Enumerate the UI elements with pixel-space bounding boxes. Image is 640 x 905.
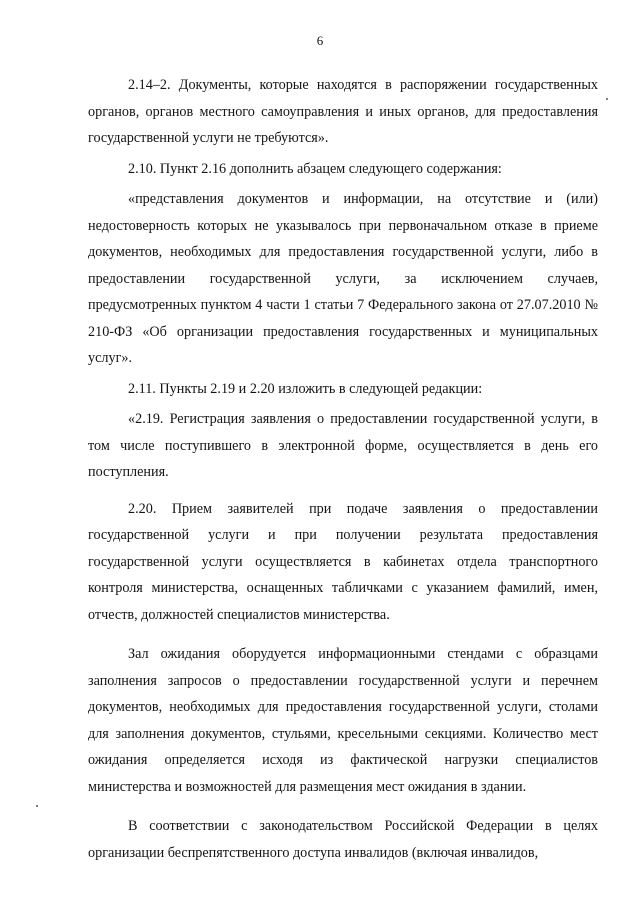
scan-speck [606, 98, 608, 100]
paragraph-2-19: «2.19. Регистрация заявления о предоставлении государственной услуги, в том числе поступившего в электронной форме, осуществляется в день его поступления. [88, 411, 598, 480]
paragraph-waiting-hall: Зал ожидания оборудуется информационными стендами с образцами заполнения запросов о предоставлении государственной услуги и перечнем документов, необходимых для предоставления государственной услуги, столами для заполнения документов, стульями, кресельными секциями. Количество мест ожидания определяется исходя из фактической нагрузки специалистов министерства и возможностей для размещения мест ожидания в здании. [88, 646, 598, 795]
paragraph-2-16-addition: «представления документов и информации, на отсутствие и (или) недостоверность которых не указывалось при первоначальном отказе в приеме документов, необходимых для предоставления государственной услуги, либо в предоставлении государственной услуги, за исключением случаев, предусмотренных пунктом 4 части 1 статьи 7 Федерального закона от 27.07.2010 № 210-ФЗ «Об организации предоставления государственных и муниципальных услуг». [88, 191, 598, 366]
paragraph-accessibility: В соответствии с законодательством Российской Федерации в целях организации беспрепятственного доступа инвалидов (включая инвалидов, [88, 818, 598, 861]
scan-speck [36, 805, 38, 807]
paragraph-2-20: 2.20. Прием заявителей при подаче заявления о предоставлении государственной услуги и при получении результата предоставления государственной услуги осуществляется в кабинетах отдела транспортного контроля министерства, оснащенных табличками с указанием фамилий, имен, отчеств, должностей специалистов министерства. [88, 500, 598, 623]
paragraph-2-11: 2.11. Пункты 2.19 и 2.20 изложить в следующей редакции: [128, 380, 483, 397]
paragraph-2-10: 2.10. Пункт 2.16 дополнить абзацем следующего содержания: [128, 160, 502, 177]
page-number: 6 [316, 33, 324, 48]
paragraph-2-14-2: 2.14–2. Документы, которые находятся в распоряжении государственных органов, органов местного самоуправления и иных органов, для предоставления государственной услуги не требуются». [88, 77, 598, 146]
document-body [88, 72, 598, 866]
